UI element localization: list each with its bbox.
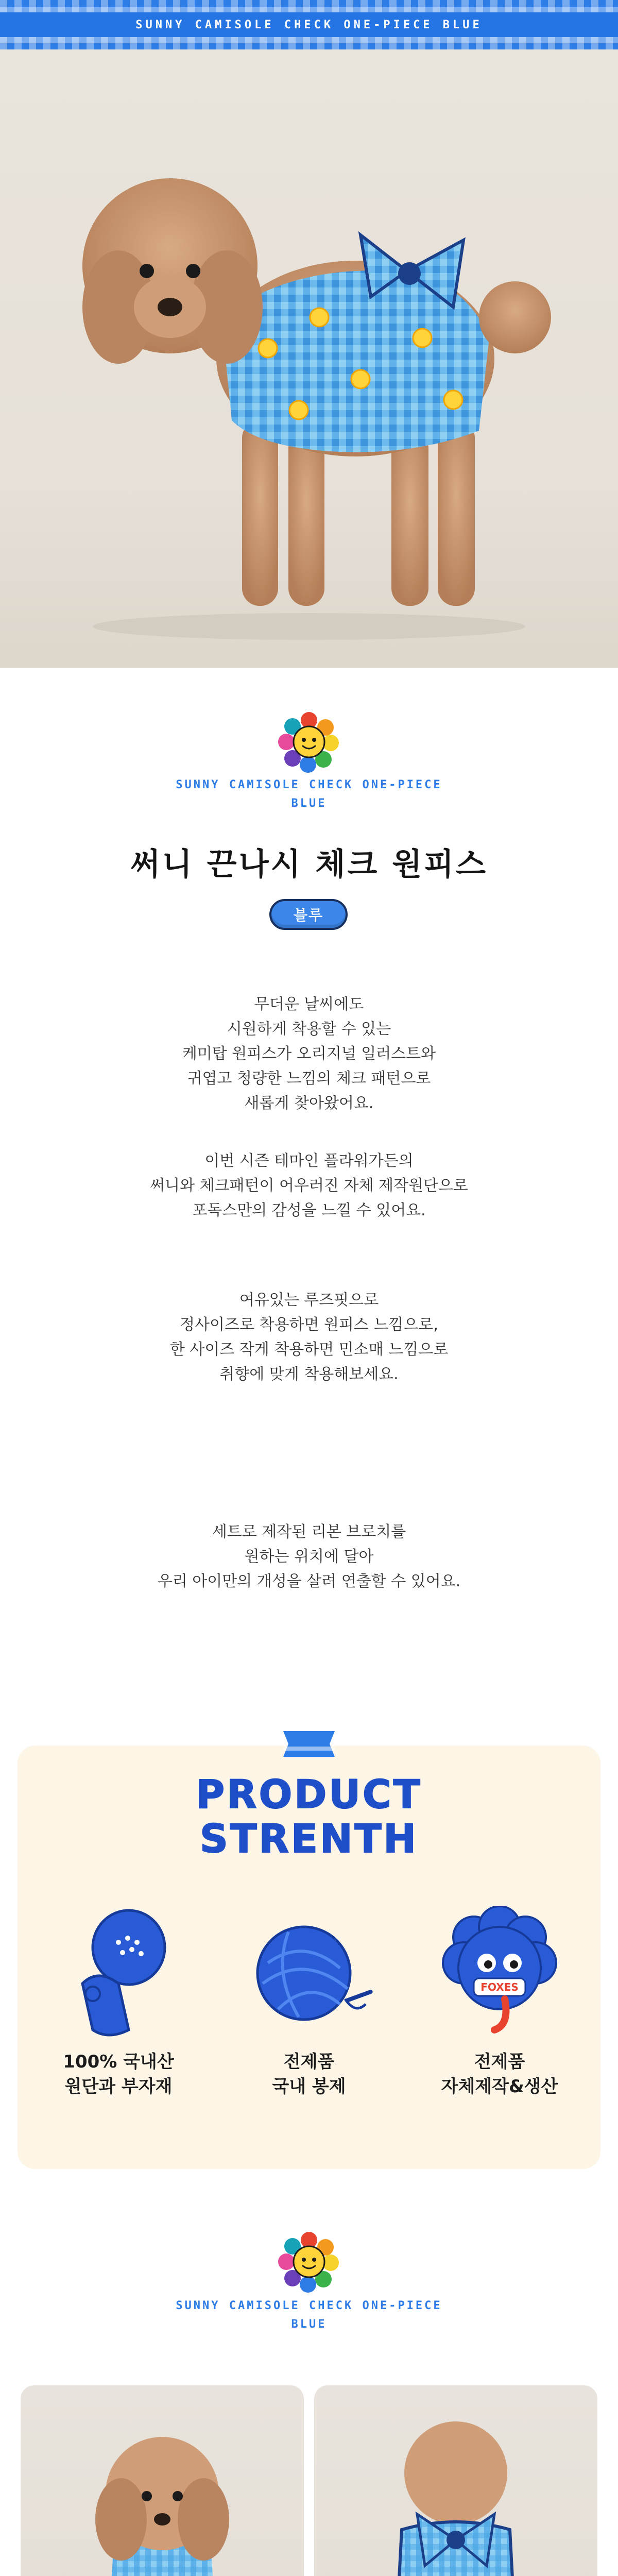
- strength-item-domestic-sewing: [221, 1906, 397, 2099]
- intro-caption-line2: BLUE: [291, 797, 327, 810]
- description-paragraph-4: [0, 1520, 618, 1594]
- ribbon-tab-icon: [283, 1731, 335, 1759]
- mascot-tag-text: FOXES: [480, 1981, 519, 1993]
- strength-label-line2: 국내 봉제: [272, 2076, 346, 2097]
- description-paragraph-1: [0, 992, 618, 1116]
- strength-label-line1: 전제품: [474, 2052, 525, 2072]
- desc-line: 써니와 체크패턴이 어우러진 자체 제작원단으로: [150, 1177, 468, 1195]
- color-badge-label: 블루: [293, 907, 324, 924]
- desc-line: 시원하게 착용할 수 있는: [227, 1020, 391, 1038]
- strength-label-line1: 전제품: [283, 2052, 335, 2072]
- strength-item-own-production: [412, 1906, 587, 2099]
- desc-line: 여유있는 루즈핏으로: [239, 1291, 379, 1309]
- desc-line: 우리 아이만의 개성을 살려 연출할 수 있어요.: [157, 1572, 461, 1590]
- back-photo: [314, 2385, 597, 2576]
- strength-label-line2: 자체제작&생산: [441, 2076, 558, 2097]
- strength-title-line2: STRENTH: [199, 1816, 419, 1861]
- color-badge: [269, 899, 348, 930]
- strength-item-domestic-fabric: [31, 1906, 206, 2099]
- desc-line: 한 사이즈 작게 착용하면 민소매 느낌으로: [169, 1341, 449, 1359]
- desc-line: 정사이즈로 착용하면 원피스 느낌으로,: [180, 1316, 438, 1334]
- yarn-needle-icon: [242, 1906, 376, 2040]
- desc-line: 무더운 날씨에도: [254, 995, 364, 1013]
- intro-caption-line1: SUNNY CAMISOLE CHECK ONE-PIECE: [176, 778, 442, 791]
- gallery-caption-line2: BLUE: [291, 2318, 327, 2331]
- button-fabric-icon: [62, 1906, 175, 2040]
- top-banner: [0, 0, 618, 49]
- description-paragraph-3: [0, 1288, 618, 1387]
- desc-line: 귀엽고 청량한 느낌의 체크 패턴으로: [187, 1070, 431, 1088]
- banner-text: SUNNY CAMISOLE CHECK ONE-PIECE BLUE: [135, 18, 483, 31]
- dog-photo-illustration: [0, 49, 618, 668]
- hero-photo: [0, 49, 618, 668]
- desc-line: 케미탑 원피스가 오리지널 일러스트와: [182, 1045, 436, 1063]
- desc-line: 새롭게 찾아왔어요.: [244, 1094, 374, 1112]
- product-title: 써니 끈나시 체크 원피스: [130, 846, 488, 883]
- description-paragraph-2: [0, 1149, 618, 1223]
- gallery-caption-line1: SUNNY CAMISOLE CHECK ONE-PIECE: [176, 2299, 442, 2312]
- sunny-flower-logo-icon: [278, 711, 340, 775]
- foxes-mascot-icon: [433, 1906, 566, 2040]
- front-photo: [21, 2385, 304, 2576]
- desc-line: 포독스만의 감성을 느낄 수 있어요.: [192, 1201, 426, 1219]
- desc-line: 원하는 위치에 달아: [244, 1548, 374, 1566]
- top-banner-band: [0, 12, 618, 37]
- strength-label-line2: 원단과 부자재: [64, 2076, 173, 2097]
- strength-label-line1: 100% 국내산: [63, 2052, 174, 2072]
- desc-line: 세트로 제작된 리본 브로치를: [212, 1523, 406, 1541]
- desc-line: 취향에 맞게 착용해보세요.: [219, 1365, 399, 1383]
- desc-line: 이번 시즌 테마인 플라워가든의: [204, 1152, 414, 1170]
- strength-title-line1: PRODUCT: [196, 1771, 422, 1817]
- sunny-flower-logo-icon: [278, 2231, 340, 2295]
